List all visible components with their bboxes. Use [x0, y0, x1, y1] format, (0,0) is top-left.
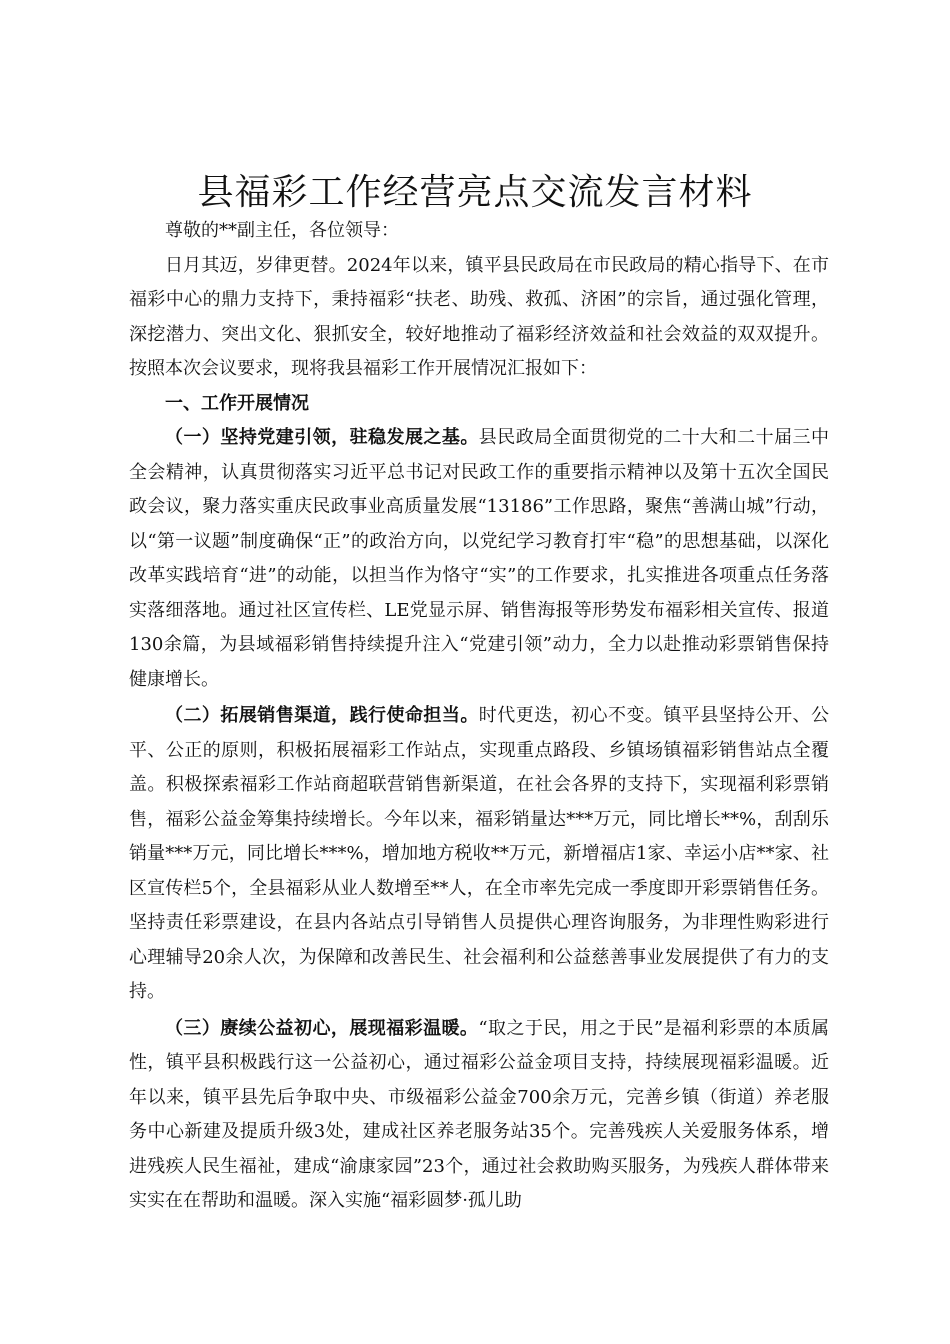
document-title: 县福彩工作经营亮点交流发言材料: [197, 172, 753, 213]
salutation: 尊敬的**副主任，各位领导：: [165, 220, 399, 241]
item-lead-2: （二）拓展销售渠道，践行使命担当。: [165, 705, 479, 726]
section-heading: 一、工作开展情况: [165, 392, 309, 414]
document-body: [129, 214, 829, 1219]
item-lead-1: （一）坚持党建引领，驻稳发展之基。: [165, 427, 479, 448]
item-text-1: 县民政局全面贯彻党的二十大和二十届三中全会精神，认真贯彻落实习近平总书记对民政工作的重要指示精神以及第十五次全国民政会议，聚力落实重庆民政事业高质量发展“13186”工作思路，聚焦“善满山城”行动，以“第一议题”制度确保“正”的政治方向，以党纪学习教育打牢“稳”的思想基础，以深化改革实践培育“进”的动能，以担当作为恪守“实”的工作要求，扎实推进各项重点任务落实落细落地。通过社区宣传栏、LE党显示屏、销售海报等形势发布福彩相关宣传、报道130余篇，为县域福彩销售持续提升注入“党建引领”动力，全力以赴推动彩票销售保持健康增长。: [129, 427, 830, 690]
item-paragraph-1: [129, 421, 829, 697]
intro-paragraph: 日月其迈，岁律更替。2024年以来，镇平县民政局在市民政局的精心指导下、在市福彩中心的鼎力支持下，秉持福彩“扶老、助残、救孤、济困”的宗旨，通过强化管理，深挖潜力、突出文化、狠抓安全，较好地推动了福彩经济效益和社会效益的双双提升。按照本次会议要求，现将我县福彩工作开展情况汇报如下：: [129, 254, 829, 379]
item-lead-3: （三）赓续公益初心，展现福彩温暖。: [165, 1017, 479, 1039]
item-text-3: “取之于民，用之于民”是福利彩票的本质属性，镇平县积极践行这一公益初心，通过福彩公益金项目支持，持续展现福彩温暖。近年以来，镇平县先后争取中央、市级福彩公益金700余万元，完善乡镇（街道）养老服务中心新建及提质升级3处，建成社区养老服务站35个。完善残疾人关爱服务体系，增进残疾人民生福祉，建成“渝康家园”23个，通过社会救助购买服务，为残疾人群体带来实实在在帮助和温暖。深入实施“福彩圆梦·孤儿助: [129, 1017, 830, 1211]
item-paragraph-3: [129, 1012, 829, 1219]
item-text-2: 时代更迭，初心不变。镇平县坚持公开、公平、公正的原则，积极拓展福彩工作站点，实现重点路段、乡镇场镇福彩销售站点全覆盖。积极探索福彩工作站商超联营销售新渠道，在社会各界的支持下，实现福利彩票销售，福彩公益金筹集持续增长。今年以来，福彩销量达***万元，同比增长**%，刮刮乐销量***万元，同比增长***%，增加地方税收**万元，新增福店1家、幸运小店**家、社区宣传栏5个，全县福彩从业人数增至**人，在全市率先完成一季度即开彩票销售任务。坚持责任彩票建设，在县内各站点引导销售人员提供心理咨询服务，为非理性购彩进行心理辅导20余人次，为保障和改善民生、社会福利和公益慈善事业发展提供了有力的支持。: [129, 705, 830, 1002]
item-paragraph-2: [129, 699, 829, 1010]
